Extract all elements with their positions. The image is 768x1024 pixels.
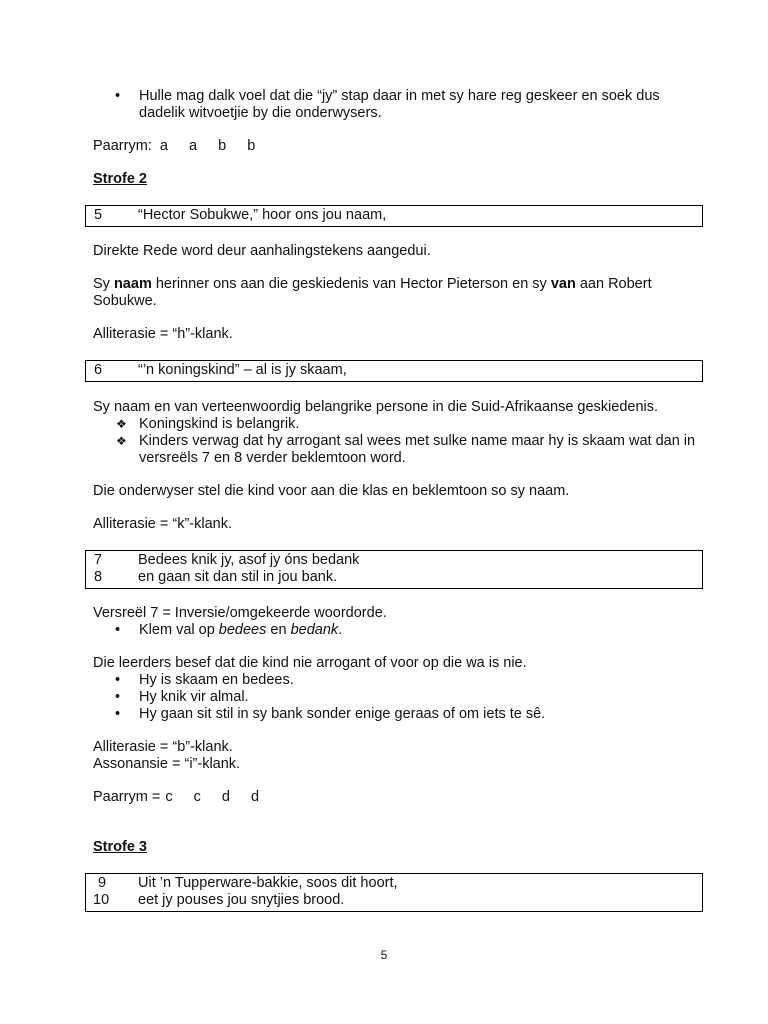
rhyme-letter: b — [218, 138, 227, 154]
klem-list — [93, 622, 699, 639]
direkte-rede-note: Direkte Rede word deur aanhalingstekens aangedui. — [93, 243, 431, 259]
text-run: Klem val op — [139, 622, 219, 638]
rhyme-letter: c — [165, 789, 173, 805]
paarrym-line-2 — [93, 789, 699, 806]
versreel-note: Versreël 7 = Inversie/omgekeerde woordorde. — [93, 605, 387, 621]
verse-text: Uit ’n Tupperware-bakkie, soos dit hoort, — [138, 875, 398, 891]
rhyme-letter: a — [159, 138, 168, 154]
verse-line — [86, 552, 698, 569]
verse-number: 7 — [94, 552, 103, 568]
intro-bullet-list — [93, 88, 699, 122]
text-run: en — [266, 622, 291, 638]
bullet-item: • Hy gaan sit stil in sy bank sonder enige geraas of om iets te sê. — [93, 706, 699, 723]
verse-number: 9 — [98, 875, 107, 891]
verse-number: 5 — [94, 207, 103, 223]
verse-text: “’n koningskind” – al is jy skaam, — [138, 362, 347, 378]
paarrym-label: Paarrym: — [93, 138, 152, 154]
rhyme-letter: b — [247, 138, 256, 154]
bullet-item: • Hy knik vir almal. — [93, 689, 699, 706]
verse-line — [86, 875, 698, 892]
assonansie-note: Assonansie = “i”-klank. — [93, 756, 241, 772]
bold-word-van: van — [550, 276, 576, 292]
rhyme-letter: a — [188, 138, 198, 154]
leerders-list — [93, 672, 699, 723]
bullet-item: • Hy is skaam en bedees. — [93, 672, 699, 689]
strofe-2-heading: Strofe 2 — [93, 171, 147, 187]
verse-line — [86, 362, 698, 379]
paarrym-line-1 — [93, 138, 699, 155]
strofe-3-heading: Strofe 3 — [93, 839, 147, 855]
page-number: 5 — [380, 948, 388, 962]
verse-number: 10 — [93, 892, 110, 908]
diamond-item: ❖ Koningskind is belangrik. — [93, 416, 699, 433]
text-run: . — [338, 622, 343, 638]
persone-paragraph: Sy naam en van verteenwoordig belangrike persone in die Suid-Afrikaanse geskiedenis. — [93, 399, 659, 415]
klem-item — [93, 622, 699, 639]
verse-text: Bedees knik jy, asof jy óns bedank — [138, 552, 360, 568]
verse-box-lines-9-10 — [85, 873, 703, 912]
verse-box-line-5 — [85, 205, 703, 227]
italic-word: bedees — [218, 622, 267, 638]
text-run: herinner ons aan die geskiedenis van Hector Pieterson en sy — [151, 276, 551, 292]
text-run: Sy — [93, 276, 114, 292]
diamond-list — [93, 416, 699, 467]
verse-text: en gaan sit dan stil in jou bank. — [138, 569, 338, 585]
verse-text: “Hector Sobukwe,” hoor ons jou naam, — [138, 207, 387, 223]
text-run: aan Robert Sobukwe. — [93, 276, 652, 309]
rhyme-letter: d — [251, 789, 260, 805]
leerders-paragraph: Die leerders besef dat die kind nie arrogant of voor op die wa is nie. — [93, 655, 527, 671]
verse-line — [86, 569, 698, 586]
italic-word: bedank — [290, 622, 339, 638]
verse-number: 6 — [94, 362, 103, 378]
verse-text: eet jy pouses jou snytjies brood. — [138, 892, 345, 908]
naam-paragraph — [93, 276, 699, 310]
rhyme-letter: d — [221, 789, 230, 805]
verse-box-lines-7-8 — [85, 550, 703, 589]
alliterasie-b-note: Alliterasie = “b”-klank. — [93, 739, 233, 755]
diamond-item: ❖ Kinders verwag dat hy arrogant sal wees met sulke name maar hy is skaam wat dan in versreëls 7 en 8 verder beklemtoon word. — [93, 433, 699, 467]
verse-box-line-6 — [85, 360, 703, 382]
document-page — [93, 88, 699, 912]
paarrym-label: Paarrym = — [93, 789, 161, 805]
alliterasie-h-note: Alliterasie = “h”-klank. — [93, 326, 233, 342]
alliterasie-k-note: Alliterasie = “k”-klank. — [93, 516, 232, 532]
verse-line — [86, 207, 698, 224]
bullet-item: • Hulle mag dalk voel dat die “jy” stap daar in met sy hare reg geskeer en soek dus dadelik witvoetjie by die onderwysers. — [93, 88, 699, 122]
rhyme-letter: c — [193, 789, 201, 805]
verse-number: 8 — [94, 569, 103, 585]
bold-word-naam: naam — [113, 276, 152, 292]
onderwyser-paragraph: Die onderwyser stel die kind voor aan die klas en beklemtoon so sy naam. — [93, 483, 570, 499]
verse-line — [86, 892, 698, 909]
